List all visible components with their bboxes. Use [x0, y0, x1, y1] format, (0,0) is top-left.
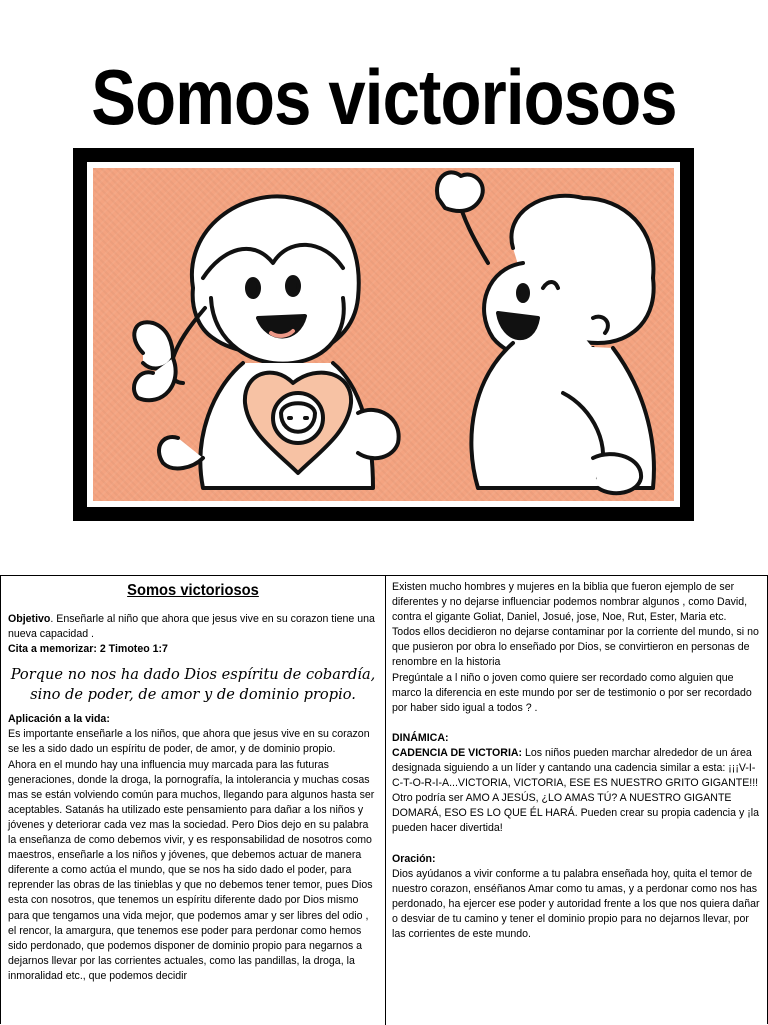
objective-paragraph: [8, 612, 378, 642]
prayer-text: Dios ayúdanos a vivir conforme a tu palabra enseñada hoy, quita el temor de nuestro corazon, enséñanos Amar como tu amas, y a perdonar como nos has perdonado, ha ejercer ese poder y autoridad frente a los que nos quiera dañar o desviar de tu camino y tener el dominio propio para no dejarnos llevar, por las corrientes de este mundo.: [392, 867, 760, 940]
objective-label: Objetivo: [8, 613, 51, 625]
page-title: Somos victoriosos: [91, 53, 677, 141]
left-column: [8, 576, 378, 984]
column-divider: [385, 576, 386, 1025]
memorize-label: Cita a memorizar: [8, 643, 94, 656]
application-paragraph-1: Es importante enseñarle a los niños, que ahora que jesus vive en su corazon se les a sido dado un espíritu de poder, de amor, y de dominio propio.: [8, 728, 370, 756]
memorize-paragraph: [8, 642, 378, 657]
decision-paragraph: Todos ellos decidieron no dejarse contaminar por la corriente del mundo, si no que pusieron por obra lo enseñado por Dios, se convirtieron en personas de renombre en la historia: [392, 626, 759, 669]
objective-text: . Enseñarle al niño que ahora que jesus vive en su corazon tiene una nueva capacidad .: [8, 613, 375, 641]
right-column: [392, 576, 764, 942]
application-label: Aplicación a la vida:: [8, 713, 110, 726]
boy-figure: [437, 172, 654, 493]
memory-verse: Porque no nos ha dado Dios espíritu de cobardía, sino de poder, de amor y de dominio propio.: [10, 666, 376, 704]
children-illustration: [93, 168, 674, 501]
memorize-text: : 2 Timoteo 1:7: [93, 643, 168, 656]
cadence-label: CADENCIA DE VICTORIA:: [392, 746, 523, 759]
application-paragraph-2: Ahora en el mundo hay una influencia muy marcada para las futuras generaciones, donde la droga, la pornografía, la intolerancia y muchas cosas mas se están volviendo común para muchos, llegando para algunos hasta ser aceptables. Satanás ha utilizado este pensamiento para dañar a los niños y jóvenes y deteriorar cada vez mas la sociedad. Pero Dios dejo en su palabra la enseñanza de como debemos vivir, y es responsabilidad de nosotros como maestros, enseñarle a los niños y jóvenes, que debemos actuar de manera diferente a como actúa el mundo, que se nos ha sido dado el poder, para reprender las obras de las tinieblas y que no debemos tener temor, pues Dios esta con nosotros, que tenemos un espíritu diferente dado por Dios mismo para que tengamos una vida mejor, que podemos amar y ser libres del odio , el rencor, la amargura, que tenemos ese poder para perdonar como hemos sido perdonado, que podemos disponer de dominio propio para negarnos a dejarnos llevar por las corrientes actuales, como las pandillas, la droga, la inmoralidad etc., que podemos decidir: [8, 758, 375, 982]
question-paragraph: Pregúntale a l niño o joven como quiere ser recordado como alguien que marco la diferencia en este mundo por ser de testimonio o por ser recordado por haber sido igual a todos ? .: [392, 671, 752, 714]
dynamic-label: DINÁMICA:: [392, 731, 449, 744]
lesson-document: [0, 575, 768, 1024]
illustration-panel: [93, 168, 674, 501]
lesson-heading: Somos victoriosos: [127, 582, 259, 599]
cadence-paragraph: [392, 746, 764, 837]
prayer-label: Oración:: [392, 852, 436, 865]
illustration-frame: [73, 148, 694, 521]
examples-paragraph: Existen mucho hombres y mujeres en la biblia que fueron ejemplo de ser diferentes y no dejarse influenciar podemos nombrar algunos , como David, contra el gigante Goliat, Daniel, Josué, jose, Noe, Rut, Ester, Maria etc.: [392, 581, 748, 624]
cadence-text: Los niños pueden marchar alrededor de un área designada siguiendo a un líder y cantando una cadencia similar a esta: ¡¡¡V-I-C-T-O-R-I-A...VICTORIA, VICTORIA, ESE ES NUESTRO GRITO GIGANTE!!! Otro podría ser AMO A JESÚS, ¿LO AMAS TÚ? A NUESTRO GIGANTE DOMARÁ, ESO ES LO QUE ÉL HARÁ. Pueden crear su propia cadencia y ¡la pueden hacer divertida!: [392, 746, 760, 835]
